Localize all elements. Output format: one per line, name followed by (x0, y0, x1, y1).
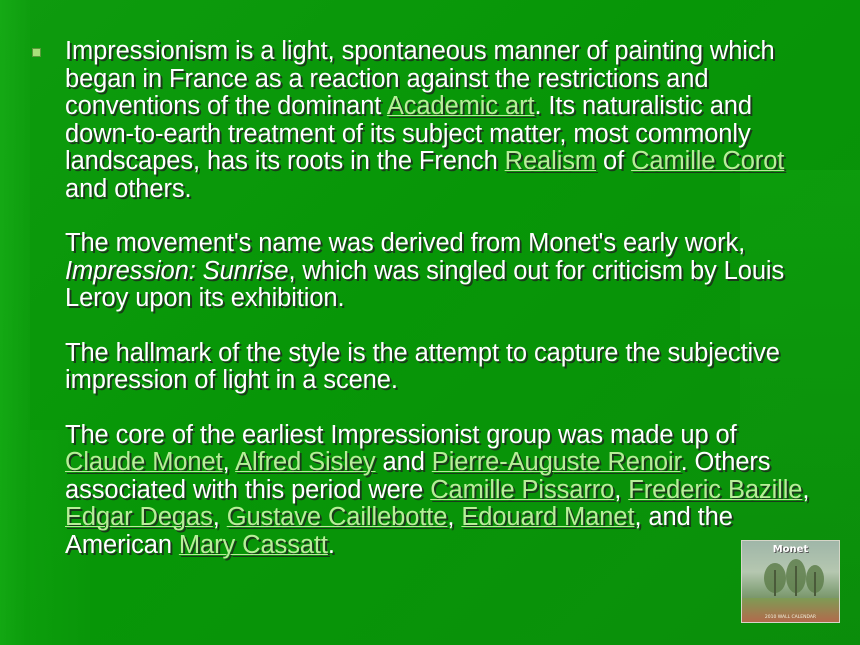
paragraph (65, 422, 820, 560)
hyperlink[interactable]: Gustave Caillebotte (226, 503, 448, 531)
hyperlink[interactable]: Pierre-Auguste Renoir (431, 448, 681, 476)
hyperlink[interactable]: Claude Monet (65, 448, 223, 476)
text-run: . Its naturalistic and down-to-earth treatment of its subject matter, most commonly landscapes, has its roots in the French (65, 92, 752, 175)
thumbnail-title: Monet (772, 544, 809, 555)
hyperlink[interactable]: Academic art (386, 92, 535, 120)
hyperlink[interactable]: Realism (504, 147, 597, 175)
text-run: , which was singled out for criticism by Louis Leroy upon its exhibition. (65, 256, 785, 312)
decorative-band-left (0, 0, 30, 645)
text-run: The hallmark of the style is the attempt to capture the subjective impression of light in a scene. (65, 338, 780, 394)
text-run: , (222, 448, 236, 476)
text-run: and (375, 448, 432, 476)
text-run: , (447, 503, 462, 531)
monet-calendar-thumbnail[interactable] (741, 540, 840, 623)
text-run: . Others associated with this period were (65, 448, 771, 504)
tree-trunk (795, 566, 797, 596)
slide-content (30, 38, 820, 586)
hyperlink[interactable]: Camille Pissarro (430, 475, 615, 504)
tree-trunk (814, 572, 816, 596)
thumbnail-caption: 2010 WALL CALENDAR (764, 615, 817, 620)
hyperlink[interactable]: Edgar Degas (65, 503, 213, 531)
text-run: of (596, 147, 632, 175)
tree-trunk (774, 570, 776, 596)
slide-body-text (65, 38, 820, 559)
text-run: , (614, 475, 629, 504)
text-run: . (327, 530, 335, 559)
hyperlink[interactable]: Mary Cassatt (178, 530, 328, 559)
text-run: Impressionism is a light, spontaneous manner of painting which began in France as a reaction against the restrictions and conventions of the dominant (65, 37, 775, 120)
paragraph (65, 38, 820, 203)
paragraph (65, 340, 820, 395)
italic-title: Impression: Sunrise (65, 256, 289, 285)
text-run: , (212, 503, 227, 531)
text-run: , and the American (65, 503, 733, 559)
text-run: and others. (65, 174, 192, 203)
paragraph (65, 230, 820, 313)
text-run: , (802, 475, 810, 504)
hyperlink[interactable]: Frederic Bazille (628, 475, 803, 504)
text-run: The core of the earliest Impressionist group was made up of (65, 420, 737, 449)
hyperlink[interactable]: Camille Corot (631, 147, 785, 175)
hyperlink[interactable]: Alfred Sisley (235, 448, 376, 476)
text-run: The movement's name was derived from Monet's early work, (65, 229, 746, 257)
hyperlink[interactable]: Edouard Manet (461, 503, 635, 531)
square-bullet-icon (32, 48, 41, 57)
